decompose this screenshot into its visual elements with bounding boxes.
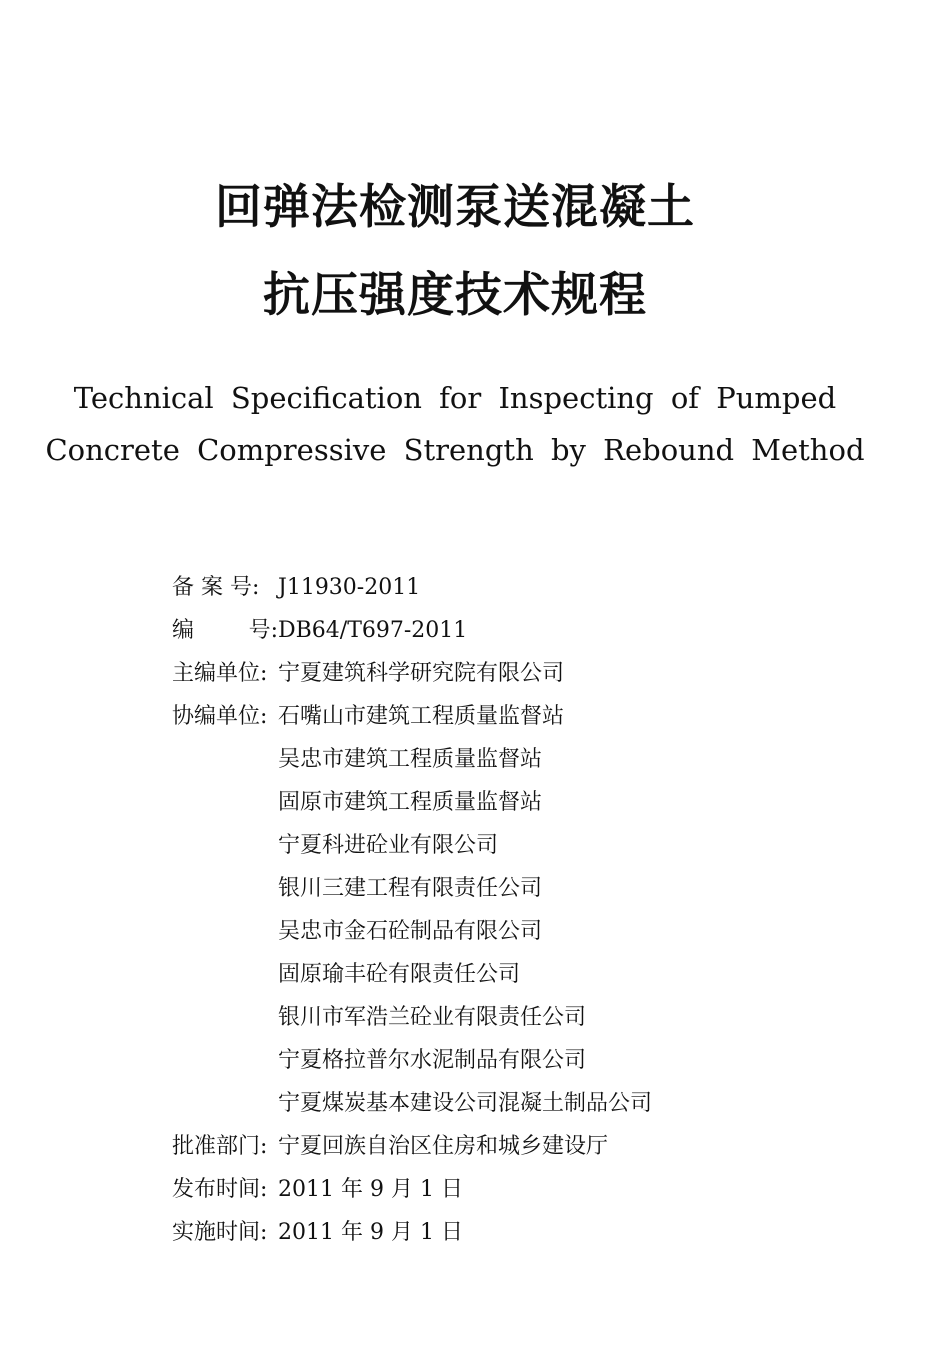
code-label-part-1: 编: [172, 618, 195, 643]
publish-date-label: 发布时间:: [172, 1177, 268, 1202]
assist-unit-item: 宁夏煤炭基本建设公司混凝土制品公司: [278, 1091, 653, 1116]
implement-date-value: 2011 年 9 月 1 日: [278, 1220, 463, 1245]
assist-unit-row: [172, 1082, 872, 1125]
assist-unit-item: 固原市建筑工程质量监督站: [278, 790, 543, 815]
chief-unit-label: 主编单位:: [172, 661, 268, 686]
assist-unit-item: 吴忠市金石砼制品有限公司: [278, 919, 543, 944]
english-title-line-2: Concrete Compressive Strength by Rebound Method: [45, 433, 865, 467]
assist-unit-row: [172, 781, 872, 824]
chinese-title-line-1: 回弹法检测泵送混凝土: [215, 180, 695, 235]
chief-unit-row: [172, 652, 872, 695]
record-number-label: 备 案 号:: [172, 575, 260, 600]
english-title-line-1: Technical Specification for Inspecting of Pumped: [73, 381, 837, 415]
assist-unit-row: [172, 910, 872, 953]
assist-unit-item: 宁夏科进砼业有限公司: [278, 833, 499, 858]
assist-unit-item: 银川三建工程有限责任公司: [278, 876, 543, 901]
document-info: [172, 566, 872, 1254]
assist-unit-row: [172, 1039, 872, 1082]
code-value: DB64/T697-2011: [278, 618, 468, 643]
assist-unit-row: [172, 695, 872, 738]
chief-unit-value: 宁夏建筑科学研究院有限公司: [278, 661, 565, 686]
approve-dept-row: [172, 1125, 872, 1168]
assist-unit-row: [172, 953, 872, 996]
assist-unit-row: [172, 738, 872, 781]
code-label-part-2: 号:: [248, 618, 278, 643]
chinese-title-line-2: 抗压强度技术规程: [263, 268, 647, 323]
code-label: [172, 609, 278, 652]
record-number-row: [172, 566, 872, 609]
assist-unit-item: 吴忠市建筑工程质量监督站: [278, 747, 543, 772]
implement-date-row: [172, 1211, 872, 1254]
assist-unit-item: 固原瑜丰砼有限责任公司: [278, 962, 521, 987]
assist-unit-item: 银川市军浩兰砼业有限责任公司: [278, 1005, 587, 1030]
publish-date-row: [172, 1168, 872, 1211]
assist-unit-row: [172, 867, 872, 910]
assist-unit-row: [172, 996, 872, 1039]
approve-dept-value: 宁夏回族自治区住房和城乡建设厅: [278, 1134, 609, 1159]
code-row: [172, 609, 872, 652]
assist-unit-item: 宁夏格拉普尔水泥制品有限公司: [278, 1048, 587, 1073]
publish-date-value: 2011 年 9 月 1 日: [278, 1177, 463, 1202]
record-number-value: J11930-2011: [278, 575, 421, 600]
assist-unit-item: 石嘴山市建筑工程质量监督站: [278, 704, 565, 729]
assist-unit-row: [172, 824, 872, 867]
implement-date-label: 实施时间:: [172, 1220, 268, 1245]
assist-unit-label: 协编单位:: [172, 704, 268, 729]
approve-dept-label: 批准部门:: [172, 1134, 268, 1159]
